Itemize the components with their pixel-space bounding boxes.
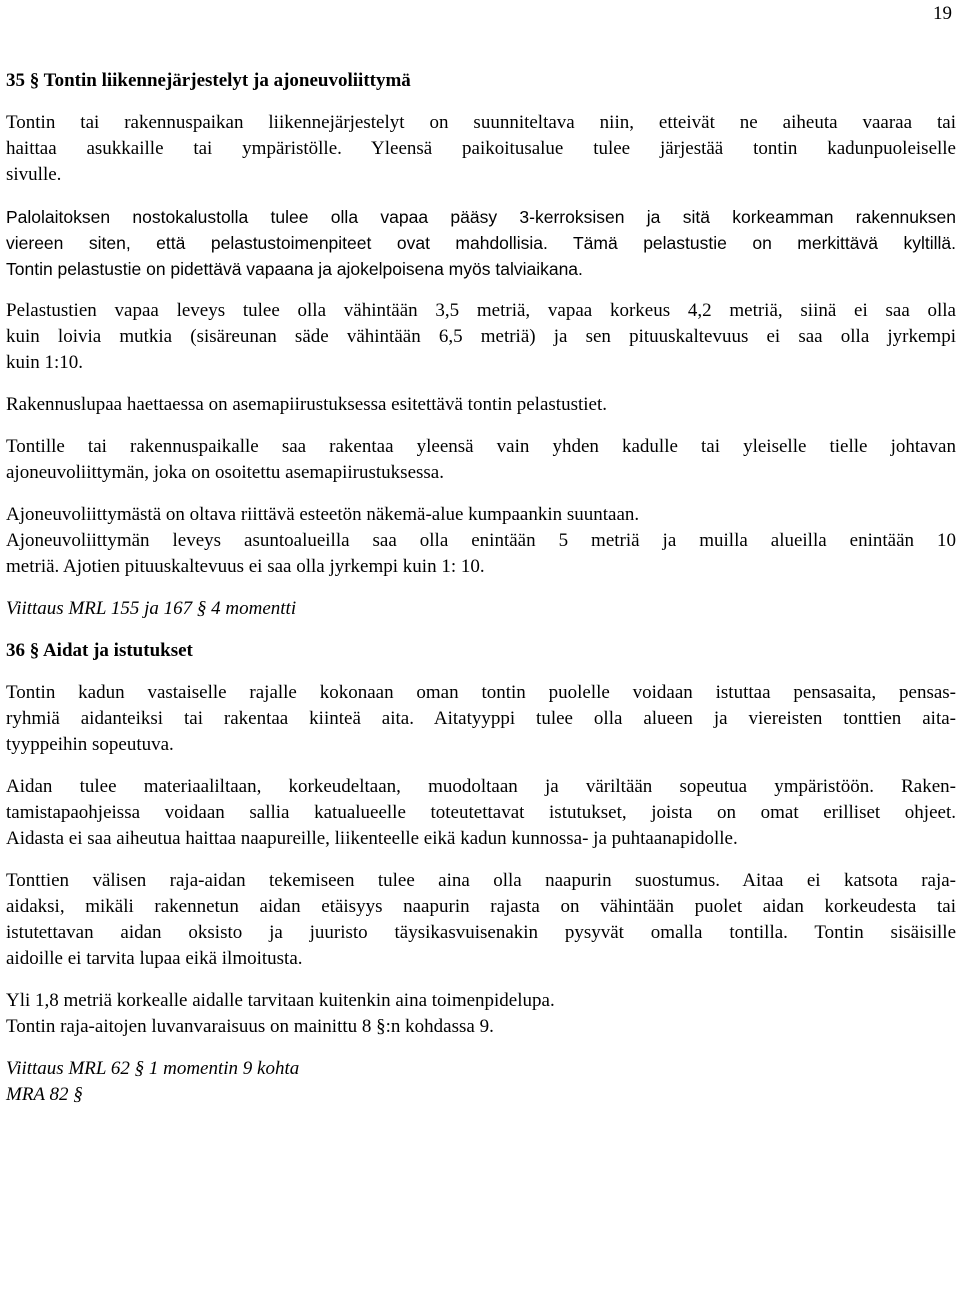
text-line: Tontin raja-aitojen luvanvaraisuus on mainittu 8 §:n kohdassa 9. xyxy=(6,1016,494,1037)
section-35-paragraph-6 xyxy=(6,502,956,580)
section-35-title: 35 § Tontin liikennejärjestelyt ja ajoneuvoliittymä xyxy=(6,70,411,91)
section-35-paragraph-4 xyxy=(6,392,956,418)
text-line: aidaksi, mikäli rakennetun aidan etäisyys naapurin rajasta on vähintään puolet aidan korkeudesta tai xyxy=(6,896,956,917)
text-line: Aidan tulee materiaaliltaan, korkeudeltaan, muodoltaan ja väriltään sopeutua ympäristöön. Raken- xyxy=(6,776,956,797)
text-line: Palolaitoksen nostokalustolla tulee olla vapaa pääsy 3-kerroksisen ja sitä korkeamman rakennuksen xyxy=(6,207,956,227)
text-line: Rakennuslupaa haettaessa on asemapiirustuksessa esitettävä tontin pelastustiet. xyxy=(6,394,607,415)
section-36-paragraph-3 xyxy=(6,868,956,972)
text-line: aidoille ei tarvita lupaa eikä ilmoitusta. xyxy=(6,948,303,969)
text-line: sivulle. xyxy=(6,164,62,185)
text-line: Ajoneuvoliittymän leveys asuntoalueilla saa olla enintään 5 metriä ja muilla alueilla enintään 10 xyxy=(6,530,956,551)
text-line: viereen siten, että pelastustoimenpiteet ovat mahdollisia. Tämä pelastustie on merkittävä kyltillä. xyxy=(6,233,956,253)
section-36-paragraph-2 xyxy=(6,774,956,852)
section-35-paragraph-2 xyxy=(6,204,956,282)
text-line: haittaa asukkaille tai ympäristölle. Yleensä paikoitusalue tulee järjestää tontin kadunpuoleiselle xyxy=(6,138,956,159)
text-line: Yli 1,8 metriä korkealle aidalle tarvitaan kuitenkin aina toimenpidelupa. xyxy=(6,990,555,1011)
text-line: Aidasta ei saa aiheutua haittaa naapureille, liikenteelle eikä kadun kunnossa- ja puhtaanapidolle. xyxy=(6,828,738,849)
section-36-title: 36 § Aidat ja istutukset xyxy=(6,640,193,661)
text-line: kuin loivia mutkia (sisäreunan säde vähintään 6,5 metriä) ja sen pituuskaltevuus ei saa olla jyrkempi xyxy=(6,326,956,347)
section-36-paragraph-4 xyxy=(6,988,956,1040)
document-body xyxy=(6,68,956,1108)
section-36-paragraph-1 xyxy=(6,680,956,758)
section-36-references xyxy=(6,1056,956,1108)
legal-reference: Viittaus MRL 155 ja 167 § 4 momentti xyxy=(6,598,297,619)
section-35-paragraph-3 xyxy=(6,298,956,376)
text-line: Pelastustien vapaa leveys tulee olla vähintään 3,5 metriä, vapaa korkeus 4,2 metriä, siinä ei saa olla xyxy=(6,300,956,321)
legal-reference: MRA 82 § xyxy=(6,1084,83,1105)
section-36 xyxy=(6,638,956,1108)
text-line: Tontille tai rakennuspaikalle saa rakentaa yleensä vain yhden kadulle tai yleiselle tielle johtavan xyxy=(6,436,956,457)
text-line: Ajoneuvoliittymästä on oltava riittävä esteetön näkemä-alue kumpaankin suuntaan. xyxy=(6,504,640,525)
section-35 xyxy=(6,68,956,622)
legal-reference: Viittaus MRL 62 § 1 momentin 9 kohta xyxy=(6,1058,300,1079)
text-line: tyyppeihin sopeutuva. xyxy=(6,734,174,755)
text-line: ajoneuvoliittymän, joka on osoitettu asemapiirustuksessa. xyxy=(6,462,444,483)
page-number: 19 xyxy=(933,3,952,24)
text-line: Tontin tai rakennuspaikan liikennejärjestelyt on suunniteltava niin, etteivät ne aiheuta vaaraa tai xyxy=(6,112,956,133)
text-line: Tontin pelastustie on pidettävä vapaana ja ajokelpoisena myös talviaikana. xyxy=(6,259,583,279)
section-35-paragraph-1 xyxy=(6,110,956,188)
section-35-paragraph-5 xyxy=(6,434,956,486)
text-line: Tontin kadun vastaiselle rajalle kokonaan oman tontin puolelle voidaan istuttaa pensasaita, pensas- xyxy=(6,682,956,703)
text-line: istutettavan aidan oksisto ja juuristo täysikasvuisenakin pysyvät omalla tontilla. Tontin sisäisille xyxy=(6,922,956,943)
text-line: metriä. Ajotien pituuskaltevuus ei saa olla jyrkempi kuin 1: 10. xyxy=(6,556,485,577)
text-line: Tonttien välisen raja-aidan tekemiseen tulee aina olla naapurin suostumus. Aitaa ei katsota raja- xyxy=(6,870,956,891)
section-35-reference xyxy=(6,596,956,622)
text-line: ryhmiä aidanteiksi tai rakentaa kiinteä aita. Aitatyyppi tulee olla alueen ja viereisten tonttien aita- xyxy=(6,708,956,729)
text-line: kuin 1:10. xyxy=(6,352,84,373)
text-line: tamistapaohjeissa voidaan sallia katualueelle toteutettavat istutukset, joista on omat erilliset ohjeet. xyxy=(6,802,956,823)
